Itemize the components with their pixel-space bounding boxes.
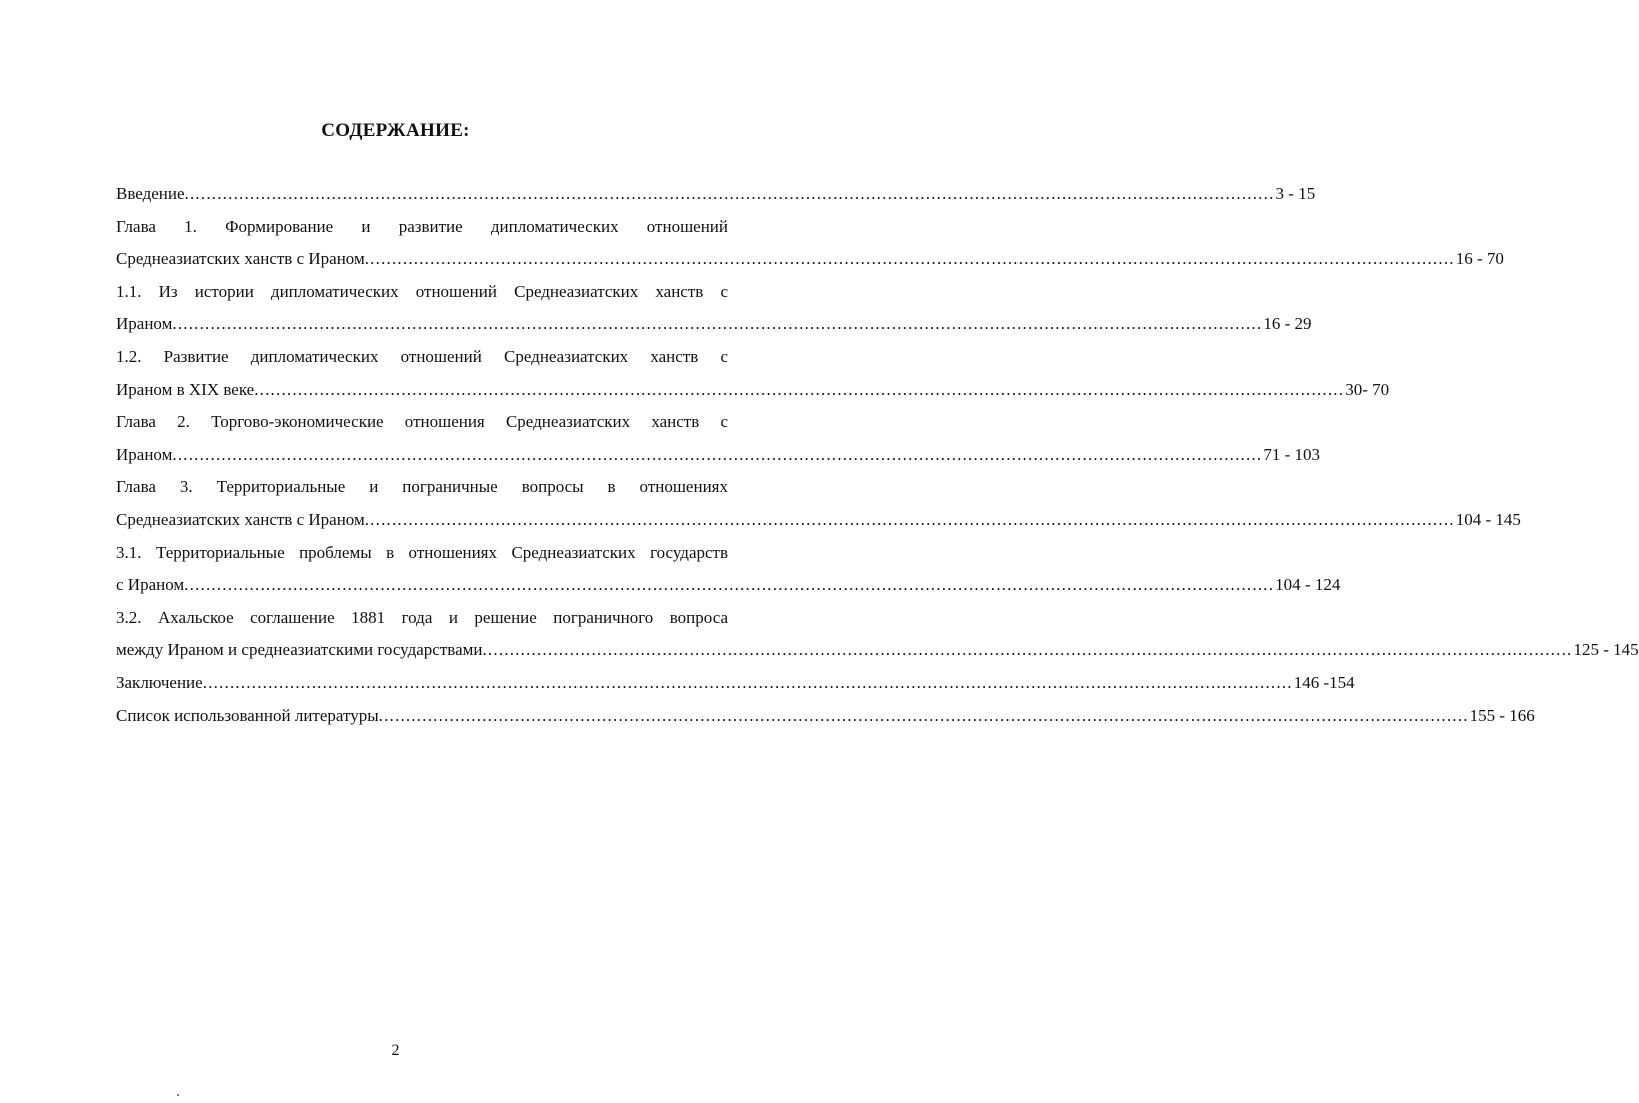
toc-entry-section-3-2-line-1: 3.2. Ахальское соглашение 1881 года и решение пограничного вопроса	[116, 607, 728, 627]
toc-entry-literature	[116, 700, 1535, 733]
toc-entry-chapter-2-line-1: Глава 2. Торгово-экономические отношения Среднеазиатских ханств с	[116, 412, 728, 432]
toc-leader-dots: ........................................................................................................................................................................................................	[202, 672, 1293, 692]
table-of-contents	[116, 178, 1639, 732]
toc-entry-label: Среднеазиатских ханств с Ираном	[116, 509, 365, 529]
toc-entry-intro	[116, 178, 1316, 211]
toc-entry-chapter-3-line-1: Глава 3. Территориальные и пограничные вопросы в отношениях	[116, 477, 728, 497]
toc-entry-section-3-2	[116, 634, 1639, 667]
toc-leader-dots: ........................................................................................................................................................................................................	[172, 314, 1263, 334]
toc-leader-dots: ........................................................................................................................................................................................................	[364, 509, 1455, 529]
toc-entry-pages: 30- 70	[1345, 379, 1390, 399]
page-number: 2	[391, 1042, 400, 1059]
toc-title: СОДЕРЖАНИЕ:	[321, 120, 470, 141]
toc-entry-chapter-1	[116, 243, 1504, 276]
toc-entry-pages: 3 - 15	[1275, 184, 1316, 203]
toc-entry-label: Введение	[116, 184, 185, 203]
toc-entry-chapter-2	[116, 439, 1321, 472]
toc-leader-dots: ........................................................................................................................................................................................................	[254, 379, 1345, 399]
toc-entry-section-1-1	[116, 308, 1312, 341]
toc-entry-label: Ираном	[116, 314, 173, 334]
toc-entry-pages: 71 - 103	[1263, 444, 1321, 464]
toc-entry-pages: 16 - 29	[1263, 314, 1312, 334]
toc-entry-section-1-2-line-1: 1.2. Развитие дипломатических отношений Среднеазиатских ханств с	[116, 346, 728, 366]
toc-entry-section-1-2	[116, 374, 1390, 407]
toc-entry-label: Среднеазиатских ханств с Ираном	[116, 249, 365, 269]
toc-leader-dots: ........................................................................................................................................................................................................	[184, 184, 1275, 203]
scan-speck	[177, 1094, 179, 1096]
toc-entry-section-1-1-line-1: 1.1. Из истории дипломатических отношений Среднеазиатских ханств с	[116, 281, 728, 301]
toc-entry-pages: 125 - 145	[1573, 640, 1639, 660]
toc-entry-conclusion	[116, 667, 1355, 700]
toc-entry-chapter-1-line-1: Глава 1. Формирование и развитие дипломатических отношений	[116, 216, 728, 236]
toc-entry-label: Заключение	[116, 672, 203, 692]
toc-entry-label: Список использованной литературы	[116, 705, 379, 725]
toc-leader-dots: ........................................................................................................................................................................................................	[364, 249, 1455, 269]
toc-entry-label: с Ираном	[116, 575, 185, 595]
toc-leader-dots: ........................................................................................................................................................................................................	[172, 444, 1263, 464]
toc-entry-pages: 155 - 166	[1469, 705, 1535, 725]
toc-leader-dots: ........................................................................................................................................................................................................	[378, 705, 1469, 725]
toc-entry-section-3-1	[116, 569, 1341, 602]
toc-entry-section-3-1-line-1: 3.1. Территориальные проблемы в отношениях Среднеазиатских государств	[116, 542, 728, 562]
toc-leader-dots: ........................................................................................................................................................................................................	[184, 575, 1275, 595]
toc-entry-pages: 146 -154	[1293, 672, 1355, 692]
toc-entry-pages: 16 - 70	[1455, 249, 1504, 269]
toc-entry-label: между Ираном и среднеазиатскими государствами	[116, 640, 483, 660]
toc-entry-pages: 104 - 124	[1275, 575, 1341, 595]
toc-entry-label: Ираном в XIX веке	[116, 379, 255, 399]
toc-leader-dots: ........................................................................................................................................................................................................	[482, 640, 1573, 660]
toc-entry-pages: 104 - 145	[1455, 509, 1521, 529]
toc-entry-label: Ираном	[116, 444, 173, 464]
toc-entry-chapter-3	[116, 504, 1521, 537]
